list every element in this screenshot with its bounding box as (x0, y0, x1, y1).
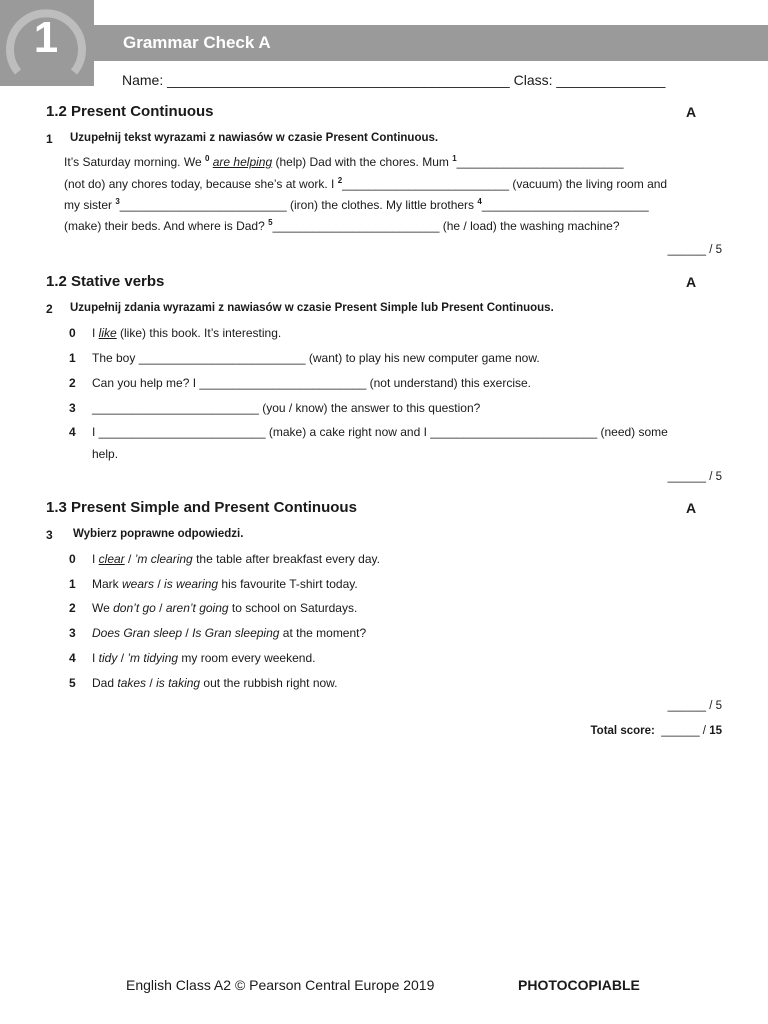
option-2[interactable]: ’m tidying (127, 651, 179, 665)
footer-copyright: English Class A2 © Pearson Central Europe 2019 (126, 977, 435, 993)
unit-badge (0, 0, 94, 86)
exercise-2-instruction: Uzupełnij zdania wyrazami z nawiasów w czasie Present Simple lub Present Continuous. (70, 302, 554, 314)
exercise-3-instruction: Wybierz poprawne odpowiedzi. (73, 528, 244, 540)
exercise-2-number: 2 (46, 302, 53, 316)
paragraph-line-1: It’s Saturday morning. We $^0$ are helping (help) Dad with the chores. Mum $^1$_________________________ (64, 154, 624, 169)
option-2[interactable]: is wearing (164, 577, 219, 591)
paragraph-line-2: (not do) any chores today, because she’s at work. I $^2$_________________________ (vacuum) the living room and (64, 176, 668, 191)
exercise-1-instruction: Uzupełnij tekst wyrazami z nawiasów w czasie Present Continuous. (70, 132, 439, 144)
blank-1: _________________________ (456, 155, 624, 169)
paragraph-line-4: (make) their beds. And where is Dad? $^5$_________________________ (he / load) the washing machine? (64, 218, 620, 233)
example-answer: like (98, 326, 117, 340)
option-1[interactable]: don’t go (113, 601, 156, 615)
title-bar (94, 25, 768, 61)
item-3-3-number: 3 (69, 626, 76, 640)
item-2-4-number: 4 (69, 425, 76, 439)
item-2-2-number: 2 (69, 376, 76, 390)
option-2[interactable]: is taking (156, 676, 201, 690)
total-score: Total score: ______ / 15 (590, 725, 722, 737)
item-2-1-number: 1 (69, 351, 76, 365)
exercise-1-number: 1 (46, 132, 53, 146)
list-item: Does Gran sleep / Is Gran sleeping at the moment? (92, 626, 367, 640)
list-item: Dad takes / is taking out the rubbish right now. (92, 676, 338, 690)
class-blank: ______________ (556, 72, 666, 88)
section-3-level: A (686, 500, 697, 516)
paragraph-line-3: my sister $^3$_________________________ (iron) the clothes. My little brothers $^4$_________________________ (64, 197, 649, 212)
name-class-line (122, 72, 665, 88)
list-item: The boy _________________________ (want) to play his new computer game now. (92, 351, 540, 365)
list-item-continuation: help. (92, 447, 119, 461)
item-2-0-number: 0 (69, 326, 76, 340)
list-item: Can you help me? I _________________________ (not understand) this exercise. (92, 376, 532, 390)
section-2-heading: 1.2 Stative verbs (46, 273, 165, 290)
item-3-4-number: 4 (69, 651, 76, 665)
list-item: We don’t go / aren’t going to school on Saturdays. (92, 601, 358, 615)
item-3-2-number: 2 (69, 601, 76, 615)
footer-photocopiable: PHOTOCOPIABLE (518, 977, 640, 993)
option-1[interactable]: Does Gran sleep (92, 626, 183, 640)
option-1[interactable]: tidy (98, 651, 118, 665)
list-item: Mark wears / is wearing his favourite T-shirt today. (92, 577, 358, 591)
name-label: Name: (122, 72, 164, 88)
blank-5: _________________________ (272, 219, 440, 233)
option-2[interactable]: aren’t going (165, 601, 229, 615)
item-3-5-number: 5 (69, 676, 76, 690)
list-item: I tidy / ’m tidying my room every weekend. (92, 651, 316, 665)
section-3-heading: 1.3 Present Simple and Present Continuous (46, 499, 357, 516)
total-score-label: Total score: (590, 725, 655, 737)
section-1-score: ______ / 5 (667, 244, 722, 256)
item-2-3-number: 3 (69, 401, 76, 415)
section-1-level: A (686, 104, 697, 120)
list-item: I like (like) this book. It’s interesting. (92, 326, 282, 340)
unit-circle-icon (0, 0, 94, 86)
option-1[interactable]: takes (117, 676, 147, 690)
section-1-heading: 1.2 Present Continuous (46, 103, 214, 120)
section-2-score: ______ / 5 (667, 471, 722, 483)
example-answer: clear (98, 552, 125, 566)
class-label: Class: (513, 72, 553, 88)
section-3-score: ______ / 5 (667, 700, 722, 712)
blank-2: _________________________ (342, 177, 510, 191)
blank-4: _________________________ (481, 198, 649, 212)
exercise-3-number: 3 (46, 528, 53, 542)
list-item: I clear / ’m clearing the table after breakfast every day. (92, 552, 380, 566)
blank-3: _________________________ (119, 198, 287, 212)
list-item: I _________________________ (make) a cake right now and I _________________________ (need) some (92, 425, 668, 439)
unit-number: 1 (33, 13, 59, 62)
section-2-level: A (686, 274, 697, 290)
option-2[interactable]: Is Gran sleeping (192, 626, 280, 640)
item-3-0-number: 0 (69, 552, 76, 566)
option-1[interactable]: wears (122, 577, 155, 591)
list-item: _________________________ (you / know) the answer to this question? (92, 401, 481, 415)
example-answer: are helping (212, 155, 273, 169)
page-title: Grammar Check A (123, 33, 271, 52)
name-blank: ____________________________________________ (167, 72, 510, 88)
item-3-1-number: 1 (69, 577, 76, 591)
